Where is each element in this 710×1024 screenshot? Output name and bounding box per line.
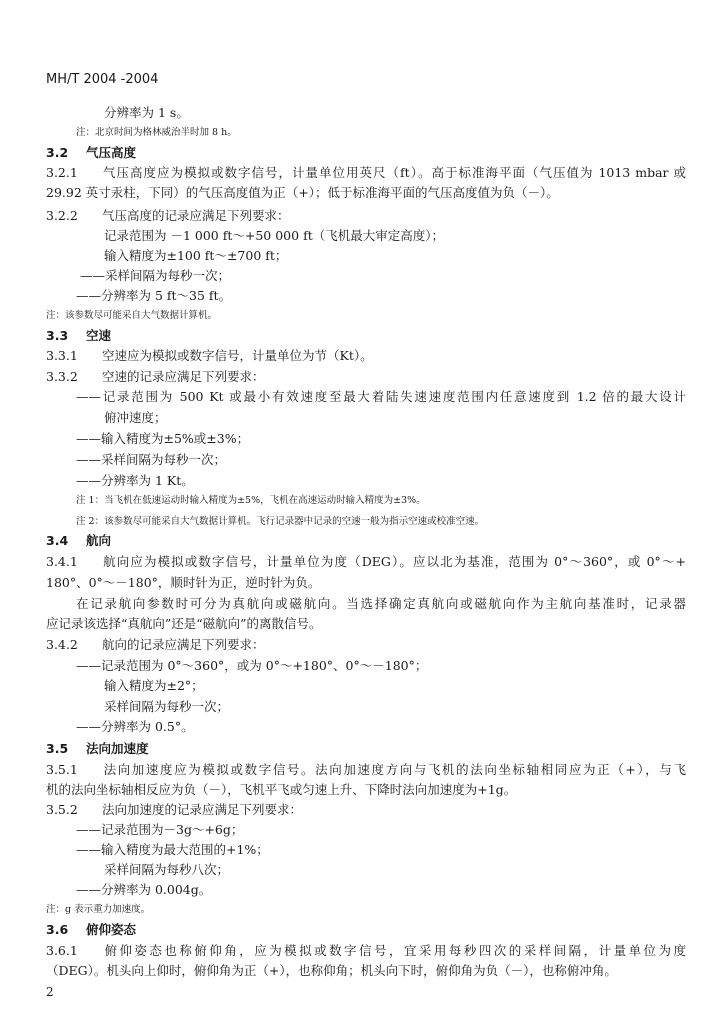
clause-number: 3.3.2	[46, 369, 78, 384]
section-title: 航向	[86, 533, 112, 548]
list-item: 采样间隔为每秒八次；	[104, 862, 230, 877]
section-title: 俯仰姿态	[86, 922, 137, 937]
note-line: 注：该参数尽可能采自大气数据计算机。	[46, 310, 218, 321]
section-number: 3.2	[46, 145, 69, 160]
clause-line	[46, 941, 686, 961]
list-item: ——记录范围为 500 Kt 或最小有效速度至最大着陆失速速度范围内任意速度到 1.2 倍的最大设计	[76, 389, 686, 404]
section-title: 空速	[86, 328, 112, 343]
section-heading	[46, 920, 136, 940]
section-title: 气压高度	[86, 145, 137, 160]
list-item: ——记录范围为 0°～360°，或为 0°～+180°、0°～－180°；	[76, 658, 428, 673]
page-number: 2	[46, 985, 54, 999]
clause-number: 3.3.1	[46, 348, 78, 363]
section-number: 3.6	[46, 922, 69, 937]
note-line: 注 2：该参数尽可能采自大气数据计算机。飞行记录器中记录的空速一般为指示空速或校准空速。	[76, 516, 485, 527]
clause-number: 3.2.2	[46, 208, 78, 223]
text-line: 机的法向坐标轴相反应为负（－），飞机平飞或匀速上升、下降时法向加速度为+1g。	[46, 782, 517, 797]
clause-number: 3.6.1	[46, 943, 78, 958]
list-item: 采样间隔为每秒一次；	[104, 699, 230, 714]
clause-text: 俯仰姿态也称俯仰角，应为模拟或数字信号，宜采用每秒四次的采样间隔，计量单位为度	[102, 943, 686, 958]
section-heading	[46, 143, 136, 163]
clause-line	[46, 635, 265, 655]
clause-line	[46, 206, 290, 226]
list-item: ——分辨率为 1 Kt。	[76, 473, 194, 488]
standard-code-header: MH/T 2004 -2004	[46, 72, 159, 87]
paragraph-line: 在记录航向参数时可分为真航向或磁航向。当选择确定真航向或磁航向作为主航向基准时，记录器	[76, 596, 686, 611]
list-item: ——分辨率为 0.004g。	[76, 882, 212, 897]
note-line: 注：g 表示重力加速度。	[46, 904, 151, 915]
list-item-continuation: 俯冲速度；	[104, 410, 167, 425]
clause-text: 法向加速度应为模拟或数字信号。法向加速度方向与飞机的法向坐标轴相同应为正（+），与飞	[102, 762, 686, 777]
section-heading	[46, 326, 111, 346]
clause-text: 空速应为模拟或数字信号，计量单位为节（Kt）。	[102, 348, 373, 363]
clause-text: 航向的记录应满足下列要求：	[102, 637, 265, 652]
section-number: 3.5	[46, 741, 69, 756]
clause-text: 气压高度的记录应满足下列要求：	[102, 208, 290, 223]
list-item: ——记录范围为－3g～+6g；	[76, 822, 244, 837]
section-title: 法向加速度	[86, 741, 149, 756]
clause-number: 3.4.1	[46, 554, 78, 569]
list-item: ——分辨率为 0.5°。	[76, 719, 194, 734]
text-line: 180°、0°～－180°，顺时针为正，逆时针为负。	[46, 575, 321, 590]
clause-line	[46, 163, 686, 183]
note-line: 注 1：当飞机在低速运动时输入精度为±5%，飞机在高速运动时输入精度为±3%。	[76, 495, 426, 506]
clause-text: 气压高度应为模拟或数字信号，计量单位用英尺（ft）。高于标准海平面（气压值为 1013 mbar 或	[102, 165, 686, 180]
section-number: 3.3	[46, 328, 69, 343]
section-heading	[46, 531, 111, 551]
list-item: ——采样间隔为每秒一次；	[80, 268, 231, 283]
clause-text: 空速的记录应满足下列要求：	[102, 369, 265, 384]
list-item: ——输入精度为最大范围的+1%；	[76, 842, 269, 857]
text-line: 应记录该选择“真航向”还是“磁航向”的离散信号。	[46, 616, 322, 631]
note-line: 注：北京时间为格林威治半时加 8 h。	[76, 127, 237, 138]
clause-number: 3.2.1	[46, 165, 78, 180]
clause-line	[46, 346, 373, 366]
clause-text: 法向加速度的记录应满足下列要求：	[102, 802, 303, 817]
text-line: 分辨率为 1 s。	[104, 105, 189, 120]
list-item: 输入精度为±2°；	[104, 678, 204, 693]
clause-line	[46, 800, 302, 820]
list-item: 记录范围为 －1 000 ft～+50 000 ft（飞机最大审定高度）；	[104, 228, 444, 243]
clause-number: 3.5.1	[46, 762, 78, 777]
clause-line	[46, 367, 265, 387]
clause-line	[46, 552, 686, 572]
list-item: ——采样间隔为每秒一次；	[76, 452, 227, 467]
text-line: 29.92 英寸汞柱，下同）的气压高度值为正（+）；低于标准海平面的气压高度值为负（－）。	[46, 185, 559, 200]
clause-text: 航向应为模拟或数字信号，计量单位为度（DEG）。应以北为基准，范围为 0°～360°，或 0°～+	[102, 554, 686, 569]
section-heading	[46, 739, 149, 759]
text-line: （DEG）。机头向上仰时，俯仰角为正（+），也称仰角；机头向下时，俯仰角为负（－），也称俯冲角。	[46, 963, 617, 978]
list-item: ——输入精度为±5%或±3%；	[76, 431, 250, 446]
list-item: ——分辨率为 5 ft～35 ft。	[76, 288, 232, 303]
section-number: 3.4	[46, 533, 69, 548]
list-item: 输入精度为±100 ft～±700 ft；	[104, 248, 288, 263]
clause-line	[46, 760, 686, 780]
clause-number: 3.5.2	[46, 802, 78, 817]
clause-number: 3.4.2	[46, 637, 78, 652]
